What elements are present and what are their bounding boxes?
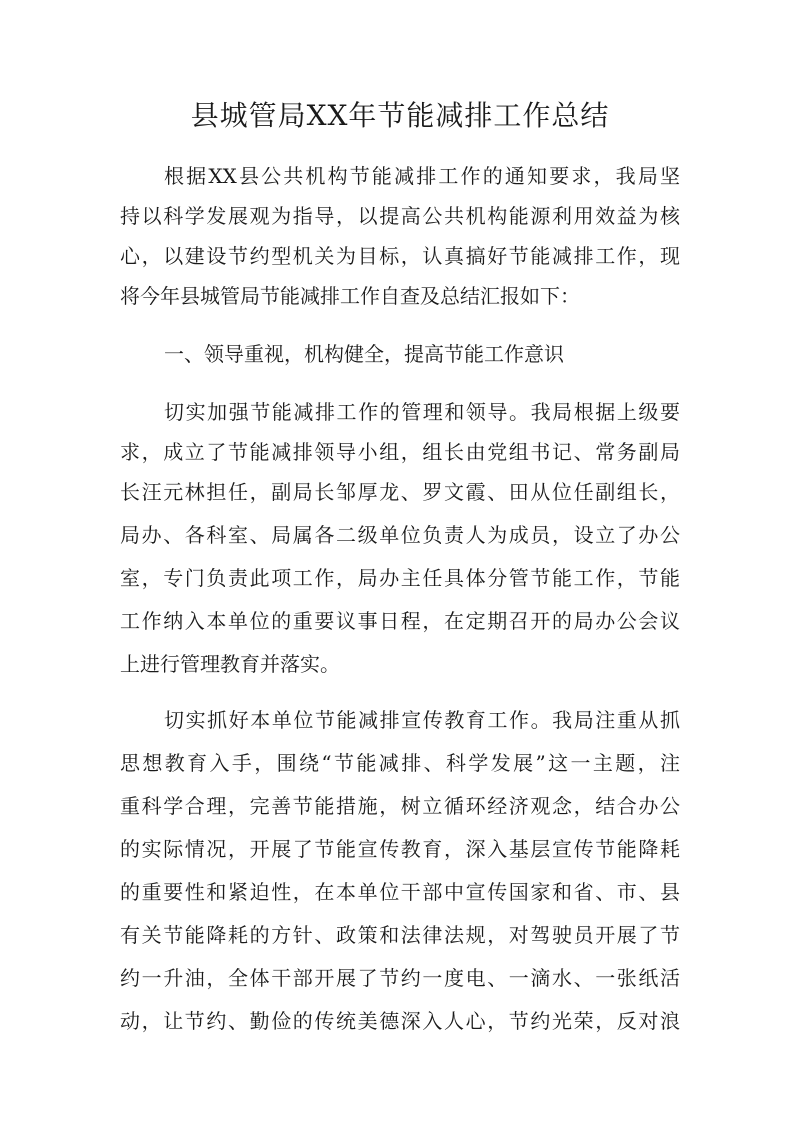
paragraph-3-line-7: 上进行管理教育并落实。 (120, 652, 340, 676)
paragraph-4-line-5: 的重要性和紧迫性，在本单位干部中宣传国家和省、市、县 (120, 880, 680, 904)
paragraph-4-line-1: 切实抓好本单位节能减排宣传教育工作。我局注重从抓 (164, 708, 680, 732)
paragraph-3-line-5: 室，专门负责此项工作，局办主任具体分管节能工作，节能 (120, 566, 680, 590)
paragraph-3-line-2: 求，成立了节能减排领导小组，组长由党组书记、常务副局 (120, 440, 680, 464)
paragraph-4-line-4: 的实际情况，开展了节能宣传教育，深入基层宣传节能降耗 (120, 837, 680, 861)
paragraph-4-line-7: 约一升油，全体干部开展了节约一度电、一滴水、一张纸活 (120, 966, 680, 990)
paragraph-1-line-3: 心，以建设节约型机关为目标，认真搞好节能减排工作，现 (120, 244, 680, 268)
paragraph-4-line-8: 动，让节约、勤俭的传统美德深入人心，节约光荣，反对浪 (120, 1009, 680, 1033)
paragraph-3-line-6: 工作纳入本单位的重要议事日程，在定期召开的局办公会议 (120, 609, 680, 633)
paragraph-4-line-3: 重科学合理，完善节能措施，树立循环经济观念，结合办公 (120, 794, 680, 818)
section-heading-1: 一、领导重视，机构健全，提高节能工作意识 (164, 342, 564, 366)
paragraph-1-line-2: 持以科学发展观为指导，以提高公共机构能源利用效益为核 (120, 204, 680, 228)
paragraph-3-line-1: 切实加强节能减排工作的管理和领导。我局根据上级要 (164, 400, 680, 424)
paragraph-3-line-3: 长汪元林担任，副局长邹厚龙、罗文霞、田从位任副组长， (120, 480, 680, 504)
paragraph-3-line-4: 局办、各科室、局属各二级单位负责人为成员，设立了办公 (120, 523, 680, 547)
paragraph-4-line-2: 思想教育入手，围绕“节能减排、科学发展”这一主题，注 (120, 751, 680, 775)
paragraph-1-line-4: 将今年县城管局节能减排工作自查及总结汇报如下： (120, 284, 580, 308)
paragraph-4-line-6: 有关节能降耗的方针、政策和法律法规，对驾驶员开展了节 (120, 923, 680, 947)
paragraph-1-line-1: 根据XX县公共机构节能减排工作的通知要求，我局坚 (164, 164, 680, 188)
document-title: 县城管局XX年节能减排工作总结 (190, 99, 610, 132)
